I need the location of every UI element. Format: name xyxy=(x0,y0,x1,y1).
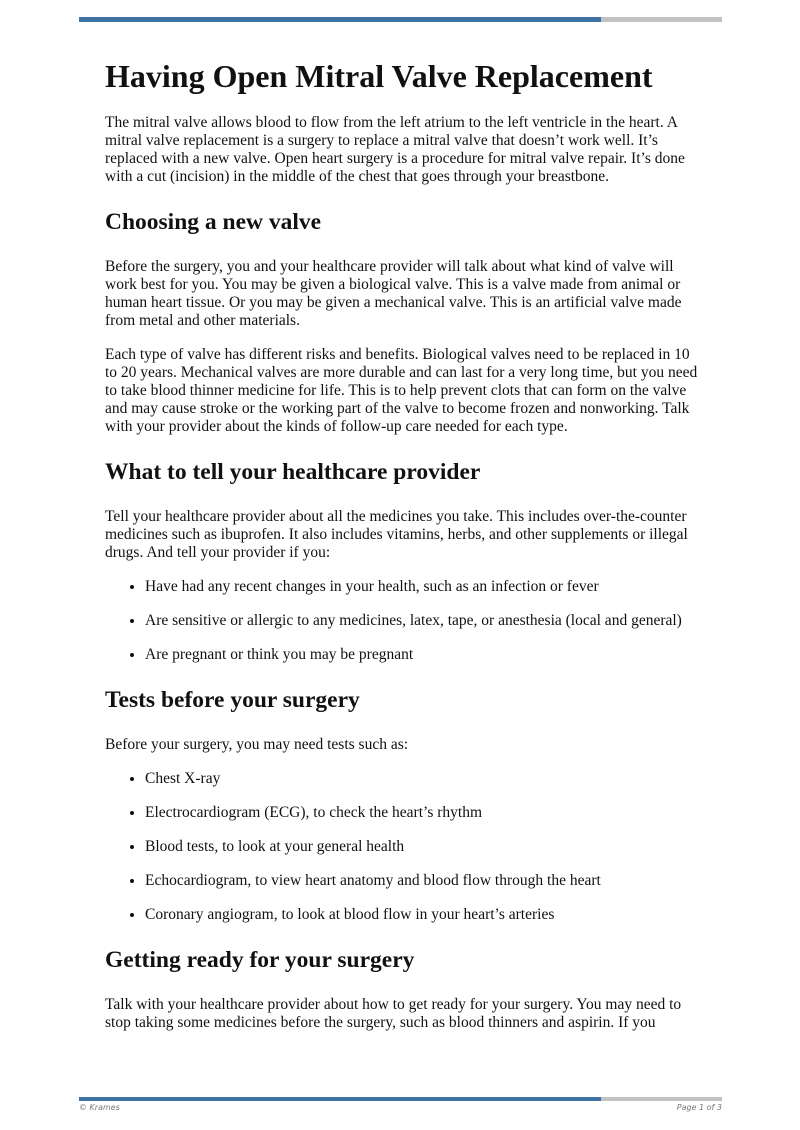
paragraph: Before your surgery, you may need tests such as: xyxy=(105,736,409,753)
header-rule-accent xyxy=(79,17,601,22)
header-rule xyxy=(79,17,722,22)
paragraph: Talk with your healthcare provider about how to get ready for your surgery. You may need to stop taking some medicines before the surgery, such as blood thinners and aspirin. If you xyxy=(105,996,682,1031)
section-heading-tests: Tests before your surgery xyxy=(105,687,360,713)
list-item: • Electrocardiogram (ECG), to check the heart’s rhythm xyxy=(145,804,705,822)
list-item: • Echocardiogram, to view heart anatomy and blood flow through the heart xyxy=(145,872,705,890)
footer-copyright: © Krames xyxy=(79,1103,120,1112)
paragraph: Each type of valve has different risks and benefits. Biological valves need to be replaced in 10 to 20 years. Mechanical valves are more durable and can last for a very long time, but you need to take blood thinner medicine for life. This is to help prevent clots that can form on the valve and may cause stroke or the working part of the valve to become frozen and nonworking. Talk with your provider about the kinds of follow-up care needed for each type. xyxy=(105,346,698,435)
list-item: • Blood tests, to look at your general health xyxy=(145,838,705,856)
page-title: Having Open Mitral Valve Replacement xyxy=(105,58,653,94)
list-item: • Are sensitive or allergic to any medicines, latex, tape, or anesthesia (local and general) xyxy=(145,612,705,630)
list-item: • Are pregnant or think you may be pregnant xyxy=(145,646,705,664)
list-item: • Coronary angiogram, to look at blood flow in your heart’s arteries xyxy=(145,906,705,924)
footer-rule-rest xyxy=(601,1097,722,1101)
section-heading-choosing-valve: Choosing a new valve xyxy=(105,209,322,235)
footer-rule-accent xyxy=(79,1097,601,1101)
list-item: • Chest X-ray xyxy=(145,770,705,788)
bullet-list xyxy=(105,578,705,664)
footer-page-number: Page 1 of 3 xyxy=(676,1103,722,1112)
paragraph: Before the surgery, you and your healthcare provider will talk about what kind of valve will work best for you. You may be given a biological valve. This is a valve made from animal or human heart tissue. Or you may be given a mechanical valve. This is an artificial valve made from metal and other materials. xyxy=(105,258,682,329)
footer-rule xyxy=(79,1097,722,1101)
intro-paragraph: The mitral valve allows blood to flow from the left atrium to the left ventricle in the heart. A mitral valve replacement is a surgery to replace a mitral valve that doesn’t work well. It’s replaced with a new valve. Open heart surgery is a procedure for mitral valve repair. It’s done with a cut (incision) in the middle of the chest that goes through your breastbone. xyxy=(105,114,685,185)
list-item: • Have had any recent changes in your health, such as an infection or fever xyxy=(145,578,705,596)
header-rule-rest xyxy=(601,17,722,22)
document-body xyxy=(105,58,705,1048)
paragraph: Tell your healthcare provider about all the medicines you take. This includes over-the-counter medicines such as ibuprofen. It also includes vitamins, herbs, and other supplements or illegal drugs. And tell your provider if you: xyxy=(105,508,688,561)
section-heading-tell-provider: What to tell your healthcare provider xyxy=(105,459,481,485)
section-heading-getting-ready: Getting ready for your surgery xyxy=(105,947,415,973)
bullet-list xyxy=(105,770,705,924)
